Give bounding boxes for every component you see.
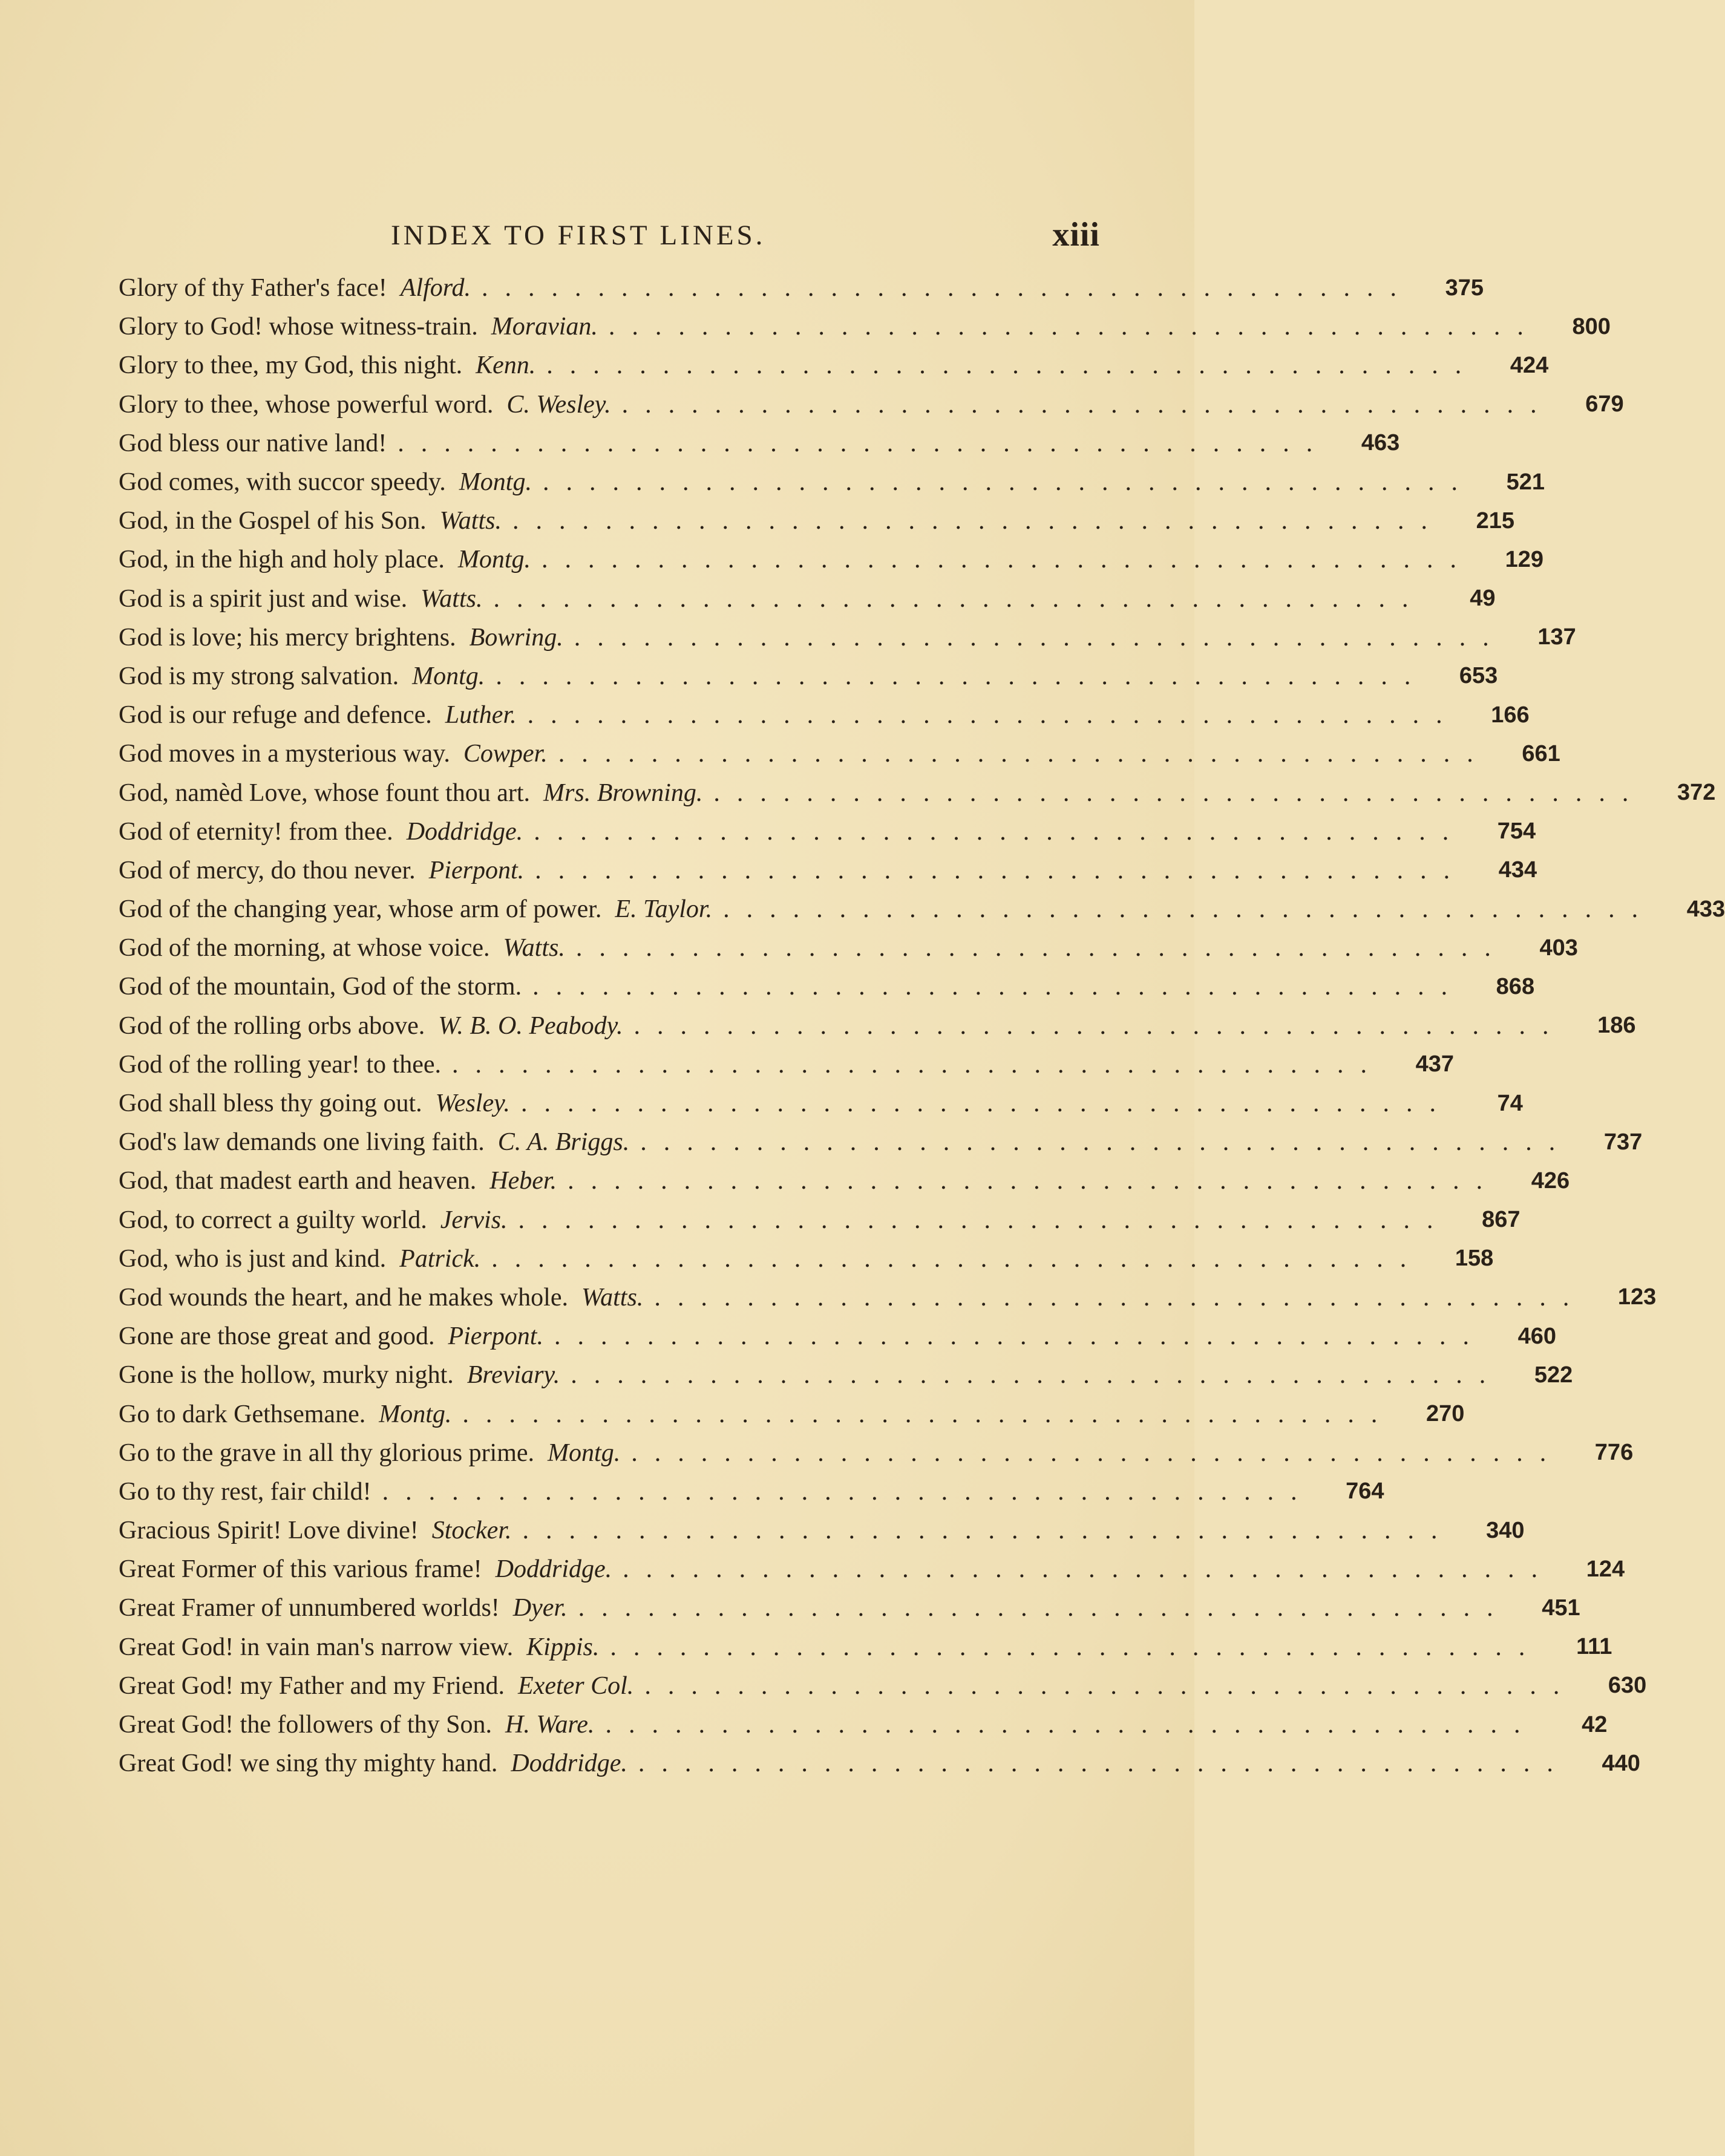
author-name: Watts. bbox=[421, 584, 483, 613]
dot-leader: ........................................ bbox=[608, 313, 1540, 341]
hymn-number: 434 bbox=[1498, 857, 1537, 883]
index-entry bbox=[119, 1705, 1608, 1744]
dot-leader: ........................................ bbox=[382, 1477, 1314, 1506]
index-entry bbox=[119, 1589, 1580, 1627]
hymn-number: 437 bbox=[1415, 1051, 1454, 1077]
author-name: Jervis. bbox=[440, 1206, 508, 1234]
first-line-text: Go to dark Gethsemane. bbox=[119, 1400, 366, 1428]
first-lines-index bbox=[119, 269, 1725, 1783]
index-entry bbox=[119, 1394, 1465, 1433]
first-line-text: God of the mountain, God of the storm. bbox=[119, 973, 522, 1001]
hymn-number: 340 bbox=[1486, 1517, 1525, 1543]
author-name: Watts. bbox=[439, 507, 502, 535]
first-line-text: Great God! the followers of thy Son. bbox=[119, 1711, 493, 1739]
hymn-number: 868 bbox=[1496, 973, 1535, 999]
dot-leader: ........................................ bbox=[542, 468, 1475, 497]
hymn-number: 403 bbox=[1539, 935, 1578, 961]
hymn-number: 460 bbox=[1517, 1323, 1556, 1349]
dot-leader: ........................................ bbox=[654, 1283, 1586, 1312]
author-name: Kippis. bbox=[526, 1633, 600, 1661]
first-line-text: God shall bless thy going out. bbox=[119, 1089, 422, 1118]
dot-leader: ........................................ bbox=[640, 1128, 1573, 1157]
hymn-number: 74 bbox=[1497, 1090, 1523, 1116]
author-name: W. B. O. Peabody. bbox=[438, 1011, 623, 1040]
author-name: Montg. bbox=[459, 468, 532, 497]
first-line-text: God, in the Gospel of his Son. bbox=[119, 507, 427, 535]
first-line-text: Great Former of this various frame! bbox=[119, 1555, 482, 1584]
dot-leader: ........................................ bbox=[496, 662, 1428, 690]
index-entry bbox=[119, 967, 1535, 1006]
first-line-text: Great God! we sing thy mighty hand. bbox=[119, 1749, 498, 1778]
first-line-text: God's law demands one living faith. bbox=[119, 1128, 485, 1157]
index-entry bbox=[119, 580, 1496, 618]
hymn-number: 375 bbox=[1445, 275, 1484, 301]
author-name: Pierpont. bbox=[428, 856, 525, 884]
first-line-text: God of the morning, at whose voice. bbox=[119, 934, 490, 962]
author-name: Montg. bbox=[412, 662, 485, 690]
index-entry bbox=[119, 618, 1576, 657]
index-entry bbox=[119, 1628, 1612, 1667]
author-name: Alford. bbox=[400, 274, 471, 302]
hymn-number: 215 bbox=[1476, 508, 1514, 534]
index-entry bbox=[119, 346, 1549, 385]
dot-leader: ........................................ bbox=[518, 1206, 1450, 1234]
dot-leader: ........................................ bbox=[558, 740, 1490, 768]
author-name: Montg. bbox=[379, 1400, 452, 1428]
author-name: Exeter Col. bbox=[518, 1671, 634, 1700]
dot-leader: ........................................ bbox=[575, 934, 1508, 962]
index-entry bbox=[119, 1201, 1520, 1240]
author-name: Stocker. bbox=[431, 1517, 512, 1545]
index-entry bbox=[119, 696, 1530, 734]
first-line-text: Go to thy rest, fair child! bbox=[119, 1477, 372, 1506]
author-name: C. A. Briggs. bbox=[497, 1128, 630, 1157]
first-line-text: God of mercy, do thou never. bbox=[119, 856, 416, 884]
index-entry bbox=[119, 1278, 1657, 1317]
hymn-number: 764 bbox=[1346, 1478, 1384, 1504]
hymn-number: 630 bbox=[1608, 1673, 1647, 1699]
author-name: Wesley. bbox=[435, 1089, 510, 1118]
first-line-text: God of eternity! from thee. bbox=[119, 817, 393, 846]
index-entry bbox=[119, 501, 1514, 540]
index-entry bbox=[119, 385, 1624, 424]
dot-leader: ........................................ bbox=[534, 817, 1466, 846]
index-entry bbox=[119, 773, 1716, 812]
first-line-text: Go to the grave in all thy glorious prime. bbox=[119, 1439, 535, 1467]
first-line-text: Gracious Spirit! Love divine! bbox=[119, 1517, 419, 1545]
author-name: Dyer. bbox=[512, 1594, 568, 1622]
first-line-text: Great God! in vain man's narrow view. bbox=[119, 1633, 514, 1661]
first-line-text: Gone is the hollow, murky night. bbox=[119, 1361, 454, 1390]
dot-leader: ........................................ bbox=[633, 1011, 1566, 1040]
hymn-number: 426 bbox=[1531, 1168, 1570, 1194]
hymn-number: 653 bbox=[1459, 663, 1498, 689]
dot-leader: ........................................ bbox=[621, 390, 1554, 419]
first-line-text: God of the rolling year! to thee. bbox=[119, 1050, 441, 1079]
first-line-text: God is a spirit just and wise. bbox=[119, 584, 408, 613]
dot-leader: ........................................ bbox=[554, 1322, 1486, 1351]
index-entry bbox=[119, 1472, 1384, 1511]
hymn-number: 776 bbox=[1594, 1440, 1634, 1466]
author-name: Breviary. bbox=[466, 1361, 560, 1390]
dot-leader: ........................................ bbox=[623, 1555, 1555, 1584]
page-header bbox=[119, 216, 1100, 255]
hymn-number: 661 bbox=[1522, 740, 1560, 766]
dot-leader: ........................................ bbox=[723, 895, 1655, 924]
dot-leader: ........................................ bbox=[568, 1167, 1500, 1195]
first-line-text: God, who is just and kind. bbox=[119, 1244, 387, 1273]
dot-leader: ........................................ bbox=[578, 1594, 1510, 1622]
author-name: H. Ware. bbox=[505, 1711, 595, 1739]
hymn-number: 111 bbox=[1576, 1634, 1612, 1660]
dot-leader: ........................................ bbox=[532, 973, 1465, 1001]
first-line-text: God, that madest earth and heaven. bbox=[119, 1167, 477, 1195]
first-line-text: Glory to thee, my God, this night. bbox=[119, 351, 463, 380]
hymn-number: 754 bbox=[1497, 818, 1536, 844]
author-name: Patrick. bbox=[399, 1244, 481, 1273]
hymn-number: 679 bbox=[1585, 391, 1624, 417]
hymn-number: 522 bbox=[1534, 1362, 1573, 1388]
hymn-number: 451 bbox=[1542, 1595, 1580, 1621]
index-entry bbox=[119, 1317, 1556, 1356]
index-entry bbox=[119, 307, 1611, 346]
index-entry bbox=[119, 1744, 1640, 1783]
dot-leader: ........................................ bbox=[546, 351, 1479, 380]
author-name: E. Taylor. bbox=[615, 895, 713, 924]
dot-leader: ........................................ bbox=[462, 1400, 1395, 1428]
index-entry bbox=[119, 1161, 1570, 1200]
index-entry bbox=[119, 1434, 1634, 1472]
dot-leader: ........................................ bbox=[491, 1244, 1424, 1273]
index-entry bbox=[119, 1667, 1647, 1705]
author-name: Moravian. bbox=[491, 313, 598, 341]
first-line-text: God is our refuge and defence. bbox=[119, 701, 432, 730]
author-name: Montg. bbox=[457, 546, 531, 574]
first-line-text: God, to correct a guilty world. bbox=[119, 1206, 427, 1234]
hymn-number: 270 bbox=[1425, 1401, 1465, 1427]
index-entry bbox=[119, 1240, 1494, 1278]
hymn-number: 372 bbox=[1677, 780, 1716, 806]
hymn-number: 800 bbox=[1572, 313, 1611, 339]
running-title: INDEX TO FIRST LINES. bbox=[391, 220, 766, 251]
author-name: C. Wesley. bbox=[506, 390, 611, 419]
hymn-number: 440 bbox=[1602, 1750, 1640, 1776]
index-entry bbox=[119, 1123, 1643, 1161]
hymn-number: 49 bbox=[1470, 586, 1496, 612]
index-entry bbox=[119, 1356, 1573, 1394]
dot-leader: ........................................ bbox=[535, 856, 1467, 884]
hymn-number: 867 bbox=[1482, 1207, 1520, 1233]
first-line-text: God, in the high and holy place. bbox=[119, 546, 445, 574]
index-entry bbox=[119, 657, 1498, 696]
first-line-text: God of the rolling orbs above. bbox=[119, 1011, 425, 1040]
dot-leader: ........................................ bbox=[398, 429, 1330, 457]
hymn-number: 166 bbox=[1491, 702, 1530, 728]
dot-leader: ........................................ bbox=[482, 274, 1414, 302]
index-entry bbox=[119, 463, 1545, 501]
first-line-text: Glory of thy Father's face! bbox=[119, 274, 387, 302]
dot-leader: ........................................ bbox=[452, 1050, 1384, 1079]
dot-leader: ........................................ bbox=[638, 1749, 1570, 1778]
index-entry bbox=[119, 734, 1560, 773]
first-line-text: God of the changing year, whose arm of power. bbox=[119, 895, 602, 924]
author-name: Watts. bbox=[503, 934, 565, 962]
author-name: Heber. bbox=[489, 1167, 557, 1195]
dot-leader: ........................................ bbox=[574, 623, 1506, 652]
hymn-number: 186 bbox=[1597, 1013, 1636, 1039]
dot-leader: ........................................ bbox=[527, 701, 1459, 730]
dot-leader: ........................................ bbox=[520, 1089, 1453, 1118]
author-name: Doddridge. bbox=[495, 1555, 612, 1584]
dot-leader: ........................................ bbox=[631, 1439, 1563, 1467]
hymn-number: 124 bbox=[1586, 1556, 1625, 1582]
first-line-text: God, namèd Love, whose fount thou art. bbox=[119, 779, 531, 807]
index-entry bbox=[119, 1007, 1636, 1045]
first-line-text: Great God! my Father and my Friend. bbox=[119, 1671, 505, 1700]
author-name: Watts. bbox=[581, 1283, 644, 1312]
author-name: Doddridge. bbox=[511, 1749, 627, 1778]
hymn-number: 123 bbox=[1617, 1284, 1657, 1310]
first-line-text: God is my strong salvation. bbox=[119, 662, 399, 690]
index-entry bbox=[119, 890, 1725, 929]
dot-leader: ........................................ bbox=[713, 779, 1646, 807]
hymn-number: 737 bbox=[1603, 1129, 1643, 1155]
author-name: Luther. bbox=[445, 701, 517, 730]
index-entry bbox=[119, 540, 1544, 579]
author-name: Mrs. Browning. bbox=[543, 779, 703, 807]
hymn-number: 129 bbox=[1505, 546, 1544, 572]
author-name: Bowring. bbox=[469, 623, 563, 652]
hymn-number: 42 bbox=[1582, 1711, 1608, 1737]
first-line-text: God wounds the heart, and he makes whole. bbox=[119, 1283, 568, 1312]
dot-leader: ........................................ bbox=[542, 546, 1474, 574]
index-entry bbox=[119, 1511, 1525, 1550]
author-name: Cowper. bbox=[463, 740, 548, 768]
first-line-text: Glory to God! whose witness-train. bbox=[119, 313, 478, 341]
first-line-text: God is love; his mercy brightens. bbox=[119, 623, 456, 652]
index-entry bbox=[119, 851, 1537, 890]
hymn-number: 158 bbox=[1455, 1246, 1494, 1272]
author-name: Kenn. bbox=[476, 351, 536, 380]
index-entry bbox=[119, 269, 1484, 307]
index-entry bbox=[119, 812, 1536, 851]
index-entry bbox=[119, 1084, 1523, 1123]
hymn-number: 463 bbox=[1361, 430, 1400, 456]
dot-leader: ........................................ bbox=[493, 584, 1425, 613]
index-entry bbox=[119, 929, 1578, 967]
index-entry bbox=[119, 1045, 1454, 1084]
dot-leader: ........................................ bbox=[605, 1711, 1537, 1739]
index-entry bbox=[119, 424, 1400, 463]
first-line-text: Gone are those great and good. bbox=[119, 1322, 435, 1351]
dot-leader: ........................................ bbox=[571, 1361, 1503, 1390]
author-name: Montg. bbox=[548, 1439, 621, 1467]
dot-leader: ........................................ bbox=[522, 1517, 1455, 1545]
first-line-text: God moves in a mysterious way. bbox=[119, 740, 450, 768]
author-name: Doddridge. bbox=[406, 817, 523, 846]
index-entry bbox=[119, 1550, 1625, 1589]
dot-leader: ........................................ bbox=[644, 1671, 1577, 1700]
hymn-number: 521 bbox=[1506, 469, 1545, 495]
page-number: xiii bbox=[1052, 216, 1100, 253]
first-line-text: God bless our native land! bbox=[119, 429, 387, 457]
first-line-text: God comes, with succor speedy. bbox=[119, 468, 446, 497]
dot-leader: ........................................ bbox=[512, 507, 1444, 535]
first-line-text: Glory to thee, whose powerful word. bbox=[119, 390, 494, 419]
hymn-number: 137 bbox=[1537, 624, 1576, 650]
hymn-number: 424 bbox=[1510, 352, 1549, 378]
author-name: Pierpont. bbox=[448, 1322, 543, 1351]
hymn-number: 433 bbox=[1686, 896, 1725, 922]
first-line-text: Great Framer of unnumbered worlds! bbox=[119, 1594, 500, 1622]
dot-leader: ........................................ bbox=[610, 1633, 1542, 1661]
